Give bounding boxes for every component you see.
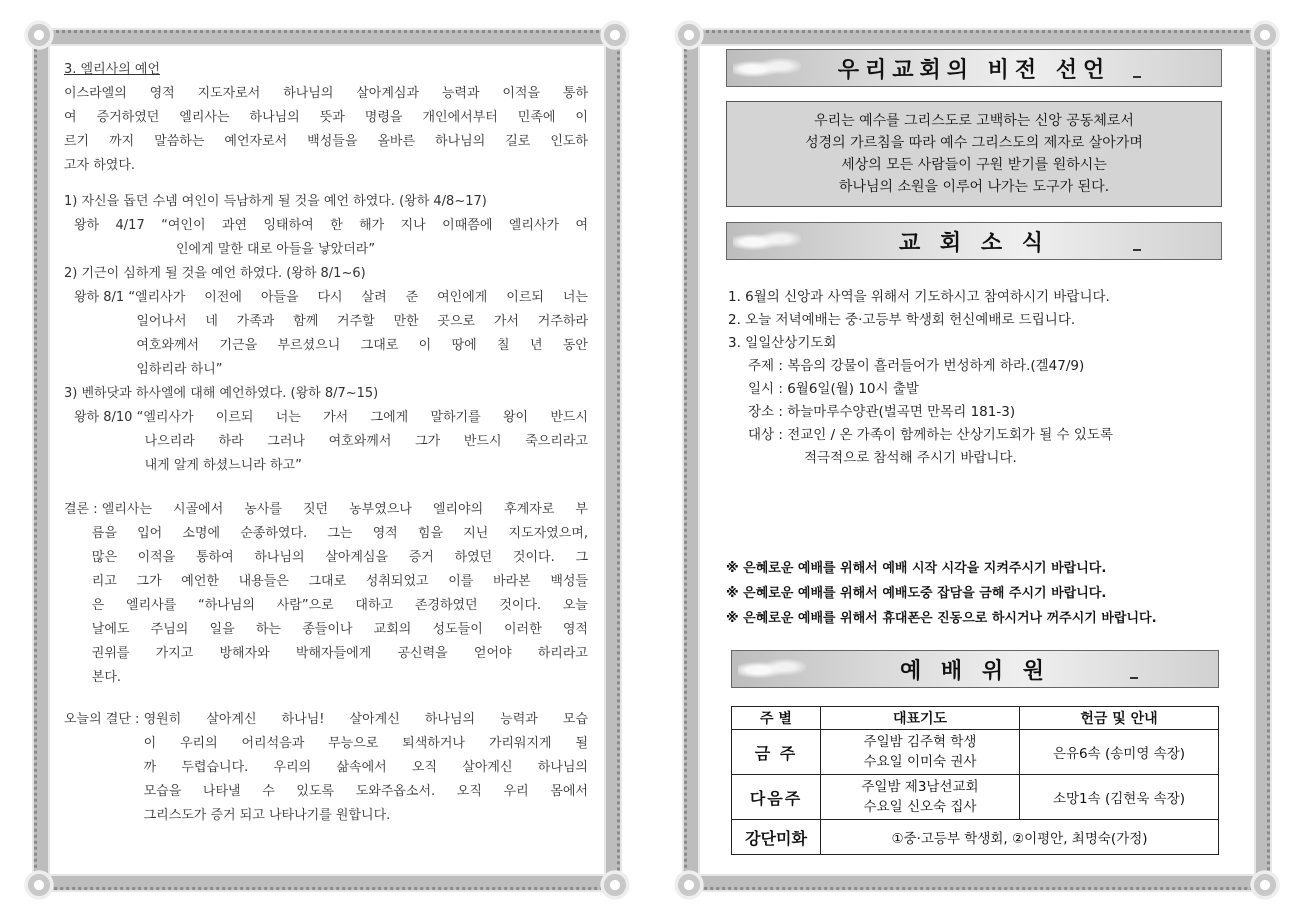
news-item: 3. 일일산상기도회 [728, 335, 837, 351]
staff-banner [731, 650, 1219, 688]
prayer-line: 주일밤 제3남선교회 [861, 779, 979, 795]
staff-title: 예 배 위 원 [900, 658, 1050, 684]
corner-flower-icon [598, 18, 632, 52]
verse-line: 나으리라 하라 그러나 여호와께서 그가 반드시 죽으리라고 [144, 434, 588, 449]
verse-line: 임하리라 하니” [136, 362, 223, 377]
news-detail: 대상 : 전교인 / 온 가족이 함께하는 산상기도회가 될 수 있도록 [748, 427, 1113, 443]
conclusion [64, 498, 588, 690]
corner-flower-icon [22, 868, 56, 902]
news-title: 교 회 소 식 [899, 230, 1049, 256]
vision-title: 우리교회의 비전 선언 [837, 57, 1111, 83]
verse-line: “엘리사가 이전에 아들을 다시 살려 준 여인에게 이르되 너는 [128, 290, 588, 305]
week-cell: 다음주 [732, 775, 821, 820]
daisy-flower-icon [738, 655, 806, 685]
news-detail: 장소 : 하늘마루수양관(벌곡면 만목리 181-3) [748, 404, 1016, 420]
intro-line: 이스라엘의 영적 지도자로서 하나님의 살아계심과 능력과 이적을 통하 [64, 86, 588, 101]
verse-line: 내게 알게 하셨느니라 하고” [144, 458, 302, 473]
conclusion-line: 름을 입어 소명에 순종하였다. 그는 영적 힘을 지닌 지도자였으며, [91, 526, 588, 541]
resolution-line: 영원히 살아계신 하나님! 살아계신 하나님의 능력과 모습 [143, 712, 588, 727]
vision-banner [726, 49, 1222, 87]
table-row [732, 775, 1219, 820]
worship-notices [726, 556, 1226, 631]
conclusion-line: 권위를 가지고 방해자와 박해자들에게 공신력을 얻어야 하리라고 [91, 646, 588, 661]
altar-label: 강단미화 [732, 820, 821, 855]
section-heading: 3. 엘리사의 예언 [64, 62, 161, 77]
intro-line: 고자 하였다. [64, 158, 136, 173]
news-item: 1. 6월의 신앙과 사역을 위해서 기도하시고 참여하시기 바랍니다. [728, 289, 1110, 305]
table-row [732, 730, 1219, 775]
worship-staff-table [731, 706, 1219, 855]
vision-line: 하나님의 소원을 이루어 나가는 도구가 된다. [838, 179, 1110, 195]
offering-cell: 은유6속 (송미영 속장) [1020, 730, 1219, 775]
header-offering: 헌금 및 안내 [1020, 707, 1219, 730]
conclusion-line: 본다. [91, 670, 122, 685]
prayer-line: 수요일 이미숙 권사 [863, 754, 977, 770]
news-detail: 주제 : 복음의 강물이 흘러들어가 번성하게 하라.(겔47/9) [748, 358, 1085, 374]
vision-statement [726, 101, 1222, 207]
verse-line: 일어나서 네 가족과 함께 거주할 만한 곳으로 가서 거주하라 [136, 314, 588, 329]
prophecy-2-verse [64, 286, 588, 382]
news-detail: 일시 : 6월6일(월) 10시 출발 [748, 381, 919, 397]
week-cell: 금 주 [732, 730, 821, 775]
prophecy-2-title: 2) 기근이 심하게 될 것을 예언 하였다. (왕하 8/1~6) [64, 266, 366, 281]
intro-line: 르기 까지 말씀하는 예언자로서 백성들을 올바른 하나님의 길로 인도하 [64, 134, 588, 149]
vision-line: 세상의 모든 사람들이 구원 받기를 원하시는 [841, 157, 1107, 173]
header-prayer: 대표기도 [821, 707, 1020, 730]
news-item: 2. 오늘 저녁예배는 중·고등부 학생회 헌신예배로 드립니다. [728, 312, 1076, 328]
resolution-line: 모습을 나타낼 수 있도록 도와주옵소서. 오직 우리 몸에서 [143, 784, 588, 799]
offering-cell: 소망1속 (김현욱 속장) [1020, 775, 1219, 820]
daisy-flower-icon [733, 54, 801, 84]
corner-flower-icon [22, 18, 56, 52]
prophecy-3-verse [64, 406, 588, 478]
header-week: 주 별 [732, 707, 821, 730]
conclusion-label: 결론 : [64, 502, 102, 517]
prophecy-1-title: 1) 자신을 돕던 수넴 여인이 득남하게 될 것을 예언 하였다. (왕하 4/8~17) [64, 194, 487, 209]
church-news [728, 286, 1218, 470]
prophecy-1-verse: 왕하 4/17 “여인이 과연 잉태하여 한 해가 지나 이때쯤에 엘리사가 여 [74, 218, 588, 233]
prophecy-3-title: 3) 벤하닷과 하사엘에 대해 예언하였다. (왕하 8/7~15) [64, 386, 379, 401]
sermon-text [64, 58, 588, 828]
resolution-line: 까 두렵습니다. 우리의 삶속에서 오직 살아계신 하나님의 [143, 760, 588, 775]
altar-cell: ①중·고등부 학생회, ②이평안, 최명숙(가정) [821, 820, 1219, 855]
vision-line: 성경의 가르침을 따라 예수 그리스도의 제자로 살아가며 [805, 135, 1143, 151]
verse-line: 여호와께서 기근을 부르셨으니 그대로 이 땅에 칠 년 동안 [136, 338, 588, 353]
table-row [732, 820, 1219, 855]
intro-line: 여 증거하였던 엘리사는 하나님의 뜻과 명령을 개인에서부터 민족에 이 [64, 110, 588, 125]
corner-flower-icon [598, 868, 632, 902]
verse-line: “엘리사가 이르되 너는 가서 그에게 말하기를 왕이 반드시 [136, 410, 588, 425]
prayer-cell [821, 730, 1020, 775]
corner-flower-icon [1248, 18, 1282, 52]
vision-line: 우리는 예수를 그리스도로 고백하는 신앙 공동체로서 [814, 113, 1134, 129]
verse-label: 왕하 8/10 [74, 410, 137, 425]
notice-line: ※ 은혜로운 예배를 위해서 예배 시작 시각을 지켜주시기 바랍니다. [726, 561, 1107, 576]
resolution-line: 이 우리의 어리석음과 무능으로 퇴색하거나 가리워지게 될 [143, 736, 588, 751]
prayer-cell [821, 775, 1020, 820]
prophecy-1-verse: 인에게 말한 대로 아들을 낳았더라” [176, 242, 376, 257]
verse-label: 왕하 8/1 [74, 290, 129, 305]
prayer-line: 수요일 신오숙 집사 [863, 799, 977, 815]
corner-flower-icon [1248, 868, 1282, 902]
daisy-flower-icon [733, 227, 801, 257]
news-banner [726, 222, 1222, 260]
conclusion-line: 은 엘리사를 “하나님의 사람”으로 대하고 존경하였던 것이다. 오늘 [91, 598, 588, 613]
resolution-line: 그리스도가 증거 되고 나타나기를 원합니다. [143, 808, 391, 823]
conclusion-line: 많은 이적을 통하여 하나님의 살아계심을 증거 하였던 것이다. 그 [91, 550, 588, 565]
conclusion-line: 엘리사는 시골에서 농사를 짓던 농부였으나 엘리야의 후계자로 부 [101, 502, 588, 517]
corner-flower-icon [672, 868, 706, 902]
notice-line: ※ 은혜로운 예배를 위해서 휴대폰은 진동으로 하시거나 꺼주시기 바랍니다. [726, 611, 1157, 626]
conclusion-line: 날에도 주님의 일을 하는 종들이나 교회의 성도들이 이러한 영적 [91, 622, 588, 637]
todays-resolution [64, 708, 588, 828]
corner-flower-icon [672, 18, 706, 52]
resolution-label: 오늘의 결단 : [64, 712, 144, 727]
prayer-line: 주일밤 김주혁 학생 [863, 734, 977, 750]
conclusion-line: 리고 그가 예언한 내용들은 그대로 성취되었고 이를 바라본 백성들 [91, 574, 588, 589]
news-detail: 적극적으로 참석해 주시기 바랍니다. [804, 450, 1017, 466]
notice-line: ※ 은혜로운 예배를 위해서 예배도중 잡담을 금해 주시기 바랍니다. [726, 586, 1107, 601]
